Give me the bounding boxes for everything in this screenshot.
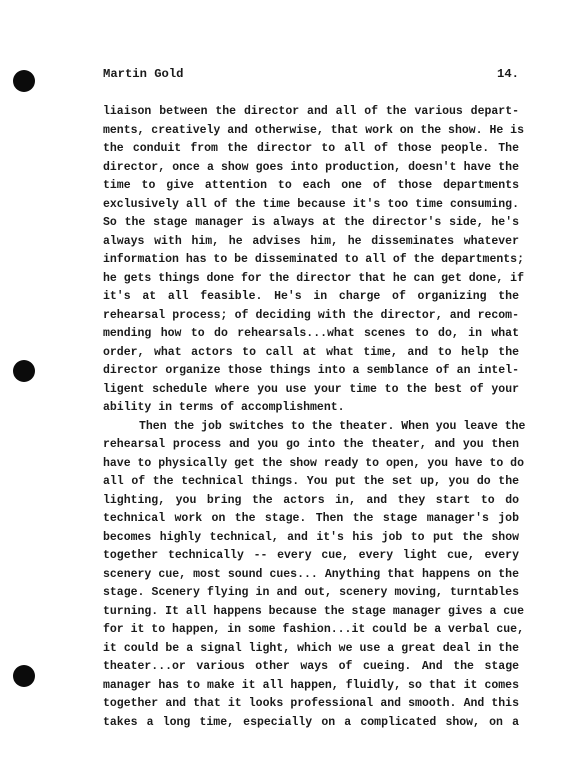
binder-hole-bottom xyxy=(13,665,35,687)
text-line: rehearsal process and you go into the theater, and you then xyxy=(103,438,519,451)
text-line: exclusively all of the time because it's too time consuming. xyxy=(103,197,519,211)
binder-hole-top xyxy=(13,70,35,92)
text-line: stage. Scenery flying in and out, scenery moving, turntables xyxy=(103,586,519,599)
text-line: he gets things done for the director that he can get done, if xyxy=(103,271,524,285)
text-line: theater...or various other ways of cueing. And the stage xyxy=(103,660,519,673)
text-line: it could be a signal light, which we use a great deal in the xyxy=(103,641,519,655)
text-line: director, once a show goes into production, doesn't have the xyxy=(103,160,519,174)
text-line: for it to happen, in some fashion...it could be a verbal cue, xyxy=(103,623,524,636)
text-line: becomes highly technical, and it's his job to put the show xyxy=(103,530,519,544)
text-line: ligent schedule where you use your time to the best of your xyxy=(103,382,519,396)
text-line: technical work on the stage. Then the stage manager's job xyxy=(103,512,519,525)
text-line: turning. It all happens because the stage manager gives a cue xyxy=(103,604,524,618)
binder-hole-middle xyxy=(13,360,35,382)
page-number: 14. xyxy=(497,67,519,81)
text-line: have to physically get the show ready to open, you have to do xyxy=(103,456,524,470)
text-line: So the stage manager is always at the director's side, he's xyxy=(103,216,519,229)
text-line: lighting, you bring the actors in, and they start to do xyxy=(103,493,519,507)
paragraph-end-line: ability in terms of accomplishment. xyxy=(103,401,345,414)
text-line: together and that it looks professional and smooth. And this xyxy=(103,697,519,710)
text-line: mending how to do rehearsals...what scenes to do, in what xyxy=(103,327,519,340)
text-line: information has to be disseminated to all of the departments; xyxy=(103,253,524,266)
text-line: scenery cue, most sound cues... Anything that happens on the xyxy=(103,567,519,581)
author-name: Martin Gold xyxy=(103,67,184,81)
text-line: order, what actors to call at what time, and to help the xyxy=(103,345,519,359)
transcript-body xyxy=(103,103,526,732)
text-line: manager has to make it all happen, fluidly, so that it comes xyxy=(103,678,519,692)
text-line: together technically -- every cue, every light cue, every xyxy=(103,549,519,562)
text-line: always with him, he advises him, he disseminates whatever xyxy=(103,234,519,248)
text-line: ments, creatively and otherwise, that work on the show. He is xyxy=(103,123,524,137)
paragraph-start-line: Then the job switches to the theater. When you leave the xyxy=(139,419,526,433)
text-line: takes a long time, especially on a complicated show, on a xyxy=(103,715,519,729)
text-line: all of the technical things. You put the set up, you do the xyxy=(103,475,519,488)
text-line: it's at all feasible. He's in charge of organizing the xyxy=(103,290,519,303)
text-line: the conduit from the director to all of those people. The xyxy=(103,142,519,155)
text-line: liaison between the director and all of the various depart- xyxy=(103,105,519,118)
text-line: director organize those things into a semblance of an intel- xyxy=(103,364,519,377)
text-line: rehearsal process; of deciding with the director, and recom- xyxy=(103,308,519,322)
text-line: time to give attention to each one of those departments xyxy=(103,179,519,192)
